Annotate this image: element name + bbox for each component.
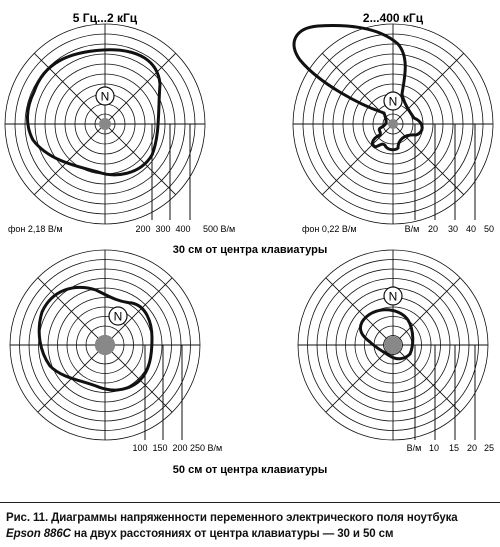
polar-diagram-bottom-right (298, 250, 494, 453)
caption-line-1: Рис. 11. Диаграммы напряженности переменного электрического поля ноутбука (6, 512, 458, 524)
diagram-title: 5 Гц...2 кГц (72, 11, 138, 25)
caption-divider (0, 502, 500, 503)
center-hub (384, 336, 402, 354)
scale-ticks (415, 124, 475, 220)
north-marker-label: N (113, 309, 123, 324)
caption-model-name: Epson 886C (6, 528, 71, 540)
scale-label: 150 (152, 443, 168, 453)
scale-label: 15 (448, 443, 460, 453)
center-hub (95, 335, 115, 355)
scale-label: 30 (447, 224, 459, 234)
scale-label: 40 (465, 224, 477, 234)
polar-diagram-top-left (5, 11, 235, 234)
section-label-bottom: 50 см от центра клавиатуры (172, 464, 328, 476)
scale-label: В/м (404, 224, 420, 234)
background-level-label: фон 2,18 В/м (8, 224, 63, 234)
scale-label: 10 (428, 443, 440, 453)
north-marker-label: N (388, 94, 398, 109)
scale-label: 500 В/м (203, 224, 236, 234)
scale-label: 250 В/м (190, 443, 223, 453)
scale-label: 300 (155, 224, 171, 234)
diagram-title: 2...400 кГц (362, 11, 424, 25)
background-level-label: фон 0,22 В/м (302, 224, 357, 234)
scale-label: 400 (175, 224, 191, 234)
scale-label: 20 (466, 443, 478, 453)
figure-caption (6, 510, 494, 542)
north-marker-label: N (388, 289, 398, 304)
center-hub (99, 118, 111, 130)
polar-diagram-bottom-left (10, 250, 222, 453)
caption-line-2: на двух расстояниях от центра клавиатуры — 30 и 50 см (70, 528, 394, 540)
polar-diagram-top-right (293, 11, 494, 234)
scale-label: В/м (406, 443, 422, 453)
section-label-top: 30 см от центра клавиатуры (172, 244, 328, 256)
scale-label: 50 (483, 224, 495, 234)
north-marker-label: N (100, 89, 110, 104)
scale-label: 200 (172, 443, 188, 453)
scale-label: 25 (483, 443, 495, 453)
center-hub (388, 119, 398, 129)
scale-label: 200 (135, 224, 151, 234)
scale-label: 100 (132, 443, 148, 453)
scale-label: 20 (427, 224, 439, 234)
